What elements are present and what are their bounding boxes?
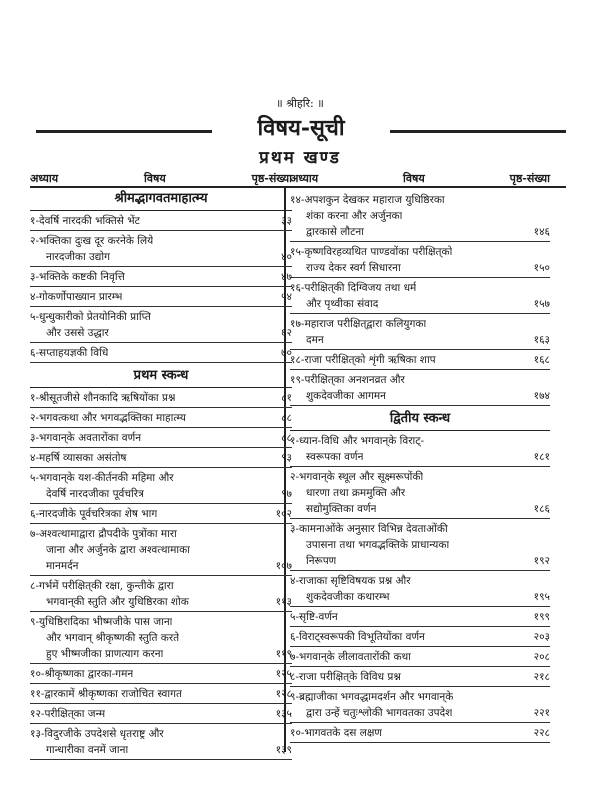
- toc-entry-text: शुकदेवजीका आगमन: [306, 390, 386, 402]
- toc-entry-line: [30, 430, 292, 446]
- toc-entry-text: गान्धारीका वनमें जाना: [46, 744, 129, 756]
- toc-entry-page: १०७: [275, 560, 292, 572]
- invocation: ॥ श्रीहरि: ॥: [276, 97, 324, 110]
- toc-entry-text: शंका करना और अर्जुनका: [306, 210, 403, 222]
- toc-entry-page: ६२: [281, 327, 292, 339]
- toc-entry: [30, 576, 292, 612]
- toc-entry-text: शुकदेवजीका कथारम्भ: [306, 591, 390, 603]
- toc-entry: [30, 267, 292, 287]
- toc-entry: [30, 287, 292, 307]
- toc-entry-line: [290, 573, 550, 589]
- toc-entry-line: [290, 669, 550, 685]
- toc-entry-text: १३-विदुरजीके उपदेशसे धृतराष्ट्र और: [30, 728, 164, 740]
- toc-entry-text: १५-कृष्णविरहव्यथित पाण्डवोंका परीक्षित्‌को: [290, 246, 453, 258]
- toc-entry-text: और उससे उद्धार: [46, 327, 109, 339]
- toc-entry-line: [30, 646, 292, 662]
- toc-entry-line: [30, 345, 292, 361]
- dvitiya-skandh-entries: [290, 431, 550, 743]
- heading-page: पृष्ठ-संख्या: [509, 172, 550, 185]
- toc-entry-text: उपासना तथा भगवद्भक्तिके प्राधान्यका: [306, 539, 450, 551]
- heading-subject: विषय: [403, 172, 425, 185]
- toc-entry-text: १८-राजा परीक्षित्‌को शृंगी ऋषिका शाप: [290, 354, 436, 366]
- toc-entry-line: [290, 521, 550, 537]
- toc-entry-text: द्वारकासे लौटना: [306, 226, 364, 238]
- toc-entry-text: १६-परीक्षित्‌की दिग्विजय तथा धर्म: [290, 282, 417, 294]
- toc-entry-line: [30, 706, 292, 722]
- toc-entry-text: ६-सप्ताहयज्ञकी विधि: [30, 347, 109, 359]
- title-row: [36, 112, 566, 144]
- toc-entry: [290, 607, 550, 627]
- toc-entry-page: १९५: [533, 591, 550, 603]
- toc-entry-line: [30, 666, 292, 682]
- toc-entry-text: ३-भगवान्‌के अवतारोंका वर्णन: [30, 432, 142, 444]
- toc-entry: [30, 428, 292, 448]
- toc-entry-page: १५७: [533, 298, 550, 310]
- toc-entry-text: १२-परीक्षित्‌का जन्म: [30, 708, 106, 720]
- toc-entry-text: १-ध्यान-विधि और भगवान्‌के विराट्‌-: [290, 435, 425, 447]
- right-column: [290, 172, 550, 743]
- toc-entry-page: १२८: [275, 688, 292, 700]
- toc-entry-line: [290, 280, 550, 296]
- toc-entry-text: १०-श्रीकृष्णका द्वारका-गमन: [30, 668, 134, 680]
- toc-entry-line: [30, 233, 292, 249]
- toc-entry: [290, 431, 550, 467]
- toc-entry: [290, 647, 550, 667]
- toc-entry-page: ९३: [281, 452, 292, 464]
- toc-entry-page: ८१: [281, 392, 292, 404]
- toc-entry-line: [290, 192, 550, 208]
- toc-entry-line: [30, 542, 292, 558]
- toc-entry: [30, 211, 292, 231]
- toc-entry: [30, 704, 292, 724]
- toc-entry-line: [290, 689, 550, 705]
- toc-entry-page: १७४: [533, 390, 550, 402]
- toc-entry-line: [30, 526, 292, 542]
- toc-entry-text: ७-भगवान्‌के लीलावतारोंकी कथा: [290, 651, 411, 663]
- toc-entry-line: [30, 289, 292, 305]
- toc-entry-line: [290, 433, 550, 449]
- toc-entry-text: ४-गोकर्णोपाख्यान प्रारम्भ: [30, 291, 123, 303]
- toc-entry: [290, 314, 550, 350]
- toc-entry-text: ९-ब्रह्माजीका भगवद्धामदर्शन और भगवान्‌के: [290, 691, 454, 703]
- section-mahatmya: श्रीमद्भागवतमाहात्म्य: [30, 188, 292, 211]
- toc-entry-page: ५४: [281, 291, 292, 303]
- toc-entry: [30, 388, 292, 408]
- toc-entry: [290, 519, 550, 571]
- toc-entry-line: [290, 352, 550, 368]
- toc-entry-line: [290, 296, 550, 312]
- toc-entry-line: [290, 725, 550, 741]
- pratham-skandh-entries: [30, 388, 292, 760]
- pratham-skandh-continued-entries: [290, 190, 550, 406]
- toc-entry: [290, 242, 550, 278]
- toc-entry-line: [290, 449, 550, 465]
- toc-entry-line: [290, 244, 550, 260]
- toc-entry-line: [290, 629, 550, 645]
- toc-entry-page: २२८: [533, 727, 550, 739]
- heading-page: पृष्ठ-संख्या: [251, 172, 292, 185]
- toc-entry-page: १३५: [275, 708, 292, 720]
- toc-entry-text: ४-राजाका सृष्टिविषयक प्रश्न और: [290, 575, 411, 587]
- page-title: विषय-सूची: [257, 115, 345, 141]
- toc-entry-page: १६८: [533, 354, 550, 366]
- toc-entry-line: [30, 486, 292, 502]
- toc-entry: [30, 408, 292, 428]
- toc-entry-text: ५-सृष्टि-वर्णन: [290, 611, 338, 623]
- toc-entry-line: [30, 450, 292, 466]
- toc-entry-line: [290, 388, 550, 404]
- heading-chapter: अध्याय: [30, 172, 59, 185]
- toc-entry-page: ८८: [281, 432, 292, 444]
- column-heading-left: [30, 172, 292, 186]
- toc-entry-text: ३-कामनाओंके अनुसार विभिन्न देवताओंकी: [290, 523, 448, 535]
- toc-entry: [30, 664, 292, 684]
- toc-entry-text: १४-अपशकुन देखकर महाराज युधिष्ठिरका: [290, 194, 445, 206]
- toc-entry: [30, 684, 292, 704]
- toc-entry: [30, 612, 292, 664]
- toc-entry-line: [30, 390, 292, 406]
- toc-entry-page: १८१: [533, 451, 550, 463]
- toc-entry-line: [30, 594, 292, 610]
- toc-entry: [30, 343, 292, 363]
- toc-entry-page: ९७: [281, 488, 292, 500]
- toc-entry-text: ११-द्वारकामें श्रीकृष्णका राजोचित स्वागत: [30, 688, 183, 700]
- toc-entry: [290, 571, 550, 607]
- toc-entry-line: [30, 630, 292, 646]
- toc-entry-text: जाना और अर्जुनके द्वारा अश्वत्थामाका: [46, 544, 190, 556]
- toc-entry-text: और भगवान्‌ श्रीकृष्णकी स्तुति करते: [46, 632, 180, 644]
- toc-entry-text: ५-भगवान्‌के यश-कीर्तनकी महिमा और: [30, 472, 174, 484]
- toc-entry-line: [290, 372, 550, 388]
- toc-entry-text: २-भगवान्‌के स्थूल और सूक्ष्मरूपोंकी: [290, 471, 424, 483]
- toc-entry-text: ५-धुन्धुकारीको प्रेतयोनिकी प्राप्ति: [30, 311, 151, 323]
- khanda-heading: प्रथम खण्ड: [259, 148, 341, 168]
- toc-entry: [290, 350, 550, 370]
- toc-entry-line: [290, 208, 550, 224]
- toc-entry: [30, 524, 292, 576]
- section-pratham-skandh: प्रथम स्कन्ध: [30, 365, 292, 388]
- toc-entry-line: [290, 553, 550, 569]
- toc-entry-line: [290, 501, 550, 517]
- toc-entry-text: सद्योमुक्तिका वर्णन: [306, 503, 377, 515]
- toc-entry-text: २-भक्तिका दुःख दूर करनेके लिये: [30, 235, 154, 247]
- toc-entry-line: [30, 506, 292, 522]
- toc-entry-page: ४०: [281, 251, 292, 263]
- toc-entry-page: १९९: [533, 611, 550, 623]
- toc-entry-text: १७-महाराज परीक्षित्‌द्वारा कलियुगका: [290, 318, 427, 330]
- toc-entry-text: ८-राजा परीक्षित्‌के विविध प्रश्न: [290, 671, 401, 683]
- toc-entry-text: राज्य देकर स्वर्ग सिधारना: [306, 262, 401, 274]
- toc-entry-text: ६-नारदजीके पूर्वचरित्रका शेष भाग: [30, 508, 158, 520]
- toc-entry-page: १५०: [533, 262, 550, 274]
- toc-entry-line: [30, 325, 292, 341]
- toc-entry-text: निरूपण: [306, 555, 337, 567]
- toc-entry-line: [30, 558, 292, 574]
- toc-entry-line: [290, 485, 550, 501]
- toc-entry-text: भगवान्‌की स्तुति और युधिष्ठिरका शोक: [46, 596, 189, 608]
- toc-entry-text: स्वरूपका वर्णन: [306, 451, 364, 463]
- toc-entry-line: [290, 224, 550, 240]
- toc-entry-line: [30, 578, 292, 594]
- toc-entry-text: ४-महर्षि व्यासका असंतोष: [30, 452, 127, 464]
- toc-entry-text: दमन: [306, 334, 324, 346]
- toc-entry-page: २०३: [533, 631, 550, 643]
- toc-entry-page: २०८: [533, 651, 550, 663]
- toc-entry-line: [290, 469, 550, 485]
- toc-entry: [290, 467, 550, 519]
- toc-entry-page: ४७: [281, 271, 292, 283]
- toc-entry-text: १-देवर्षि नारदकी भक्तिसे भेंट: [30, 215, 140, 227]
- toc-entry-page: २२१: [533, 707, 550, 719]
- toc-entry-text: १९-परीक्षित्‌का अनशनव्रत और: [290, 374, 405, 386]
- toc-entry-page: १२५: [275, 668, 292, 680]
- toc-entry: [290, 278, 550, 314]
- toc-entry: [290, 190, 550, 242]
- toc-entry-line: [290, 316, 550, 332]
- toc-entry-page: १९२: [533, 555, 550, 567]
- toc-entry-line: [290, 537, 550, 553]
- toc-entry-page: १८६: [533, 503, 550, 515]
- toc-entry: [30, 307, 292, 343]
- toc-entry-line: [290, 589, 550, 605]
- toc-entry-line: [30, 309, 292, 325]
- toc-entry-line: [290, 705, 550, 721]
- toc-entry-page: १०२: [275, 508, 292, 520]
- title-rule-right: [390, 130, 566, 133]
- toc-entry-page: ७०: [281, 347, 292, 359]
- toc-entry-text: और पृथ्वीका संवाद: [306, 298, 379, 310]
- toc-entry-line: [30, 726, 292, 742]
- toc-entry-text: ९-युधिष्ठिरादिका भीष्मजीके पास जाना: [30, 616, 173, 628]
- toc-entry-line: [290, 609, 550, 625]
- toc-entry-page: २१८: [533, 671, 550, 683]
- section-dvitiya-skandh: द्वितीय स्कन्ध: [290, 408, 550, 431]
- toc-entry-line: [290, 649, 550, 665]
- toc-entry: [290, 370, 550, 406]
- toc-entry-text: नारदजीका उद्योग: [46, 251, 111, 263]
- toc-entry: [30, 448, 292, 468]
- toc-entry-line: [30, 249, 292, 265]
- toc-entry-page: ३३: [281, 215, 292, 227]
- toc-entry: [30, 231, 292, 267]
- toc-entry: [290, 687, 550, 723]
- toc-entry-page: १३९: [275, 744, 292, 756]
- toc-entry-page: १४६: [533, 226, 550, 238]
- toc-entry-line: [290, 260, 550, 276]
- toc-entry-text: ६-विराट्‌स्वरूपकी विभूतियोंका वर्णन: [290, 631, 425, 643]
- toc-entry-text: ३-भक्तिके कष्टकी निवृत्ति: [30, 271, 125, 283]
- toc-entry-line: [30, 742, 292, 758]
- toc-entry-line: [30, 269, 292, 285]
- toc-entry: [290, 667, 550, 687]
- toc-entry-line: [30, 213, 292, 229]
- toc-entry-text: देवर्षि नारदजीका पूर्वचरित्र: [46, 488, 144, 500]
- toc-entry-text: ७-अश्वत्थामाद्वारा द्रौपदीके पुत्रोंका मारा: [30, 528, 177, 540]
- column-heading-right: [290, 172, 550, 186]
- left-column: [30, 172, 292, 760]
- toc-entry-text: २-भगवत्कथा और भगवद्भक्तिका माहात्म्य: [30, 412, 187, 424]
- toc-entry-text: हुए भीष्मजीका प्राणत्याग करना: [46, 648, 164, 660]
- toc-entry-text: १-श्रीसूतजीसे शौनकादि ऋषियोंका प्रश्न: [30, 392, 176, 404]
- toc-entry-text: द्वारा उन्हें चतुःश्लोकी भागवतका उपदेश: [306, 707, 453, 719]
- toc-entry: [290, 723, 550, 743]
- toc-entry-line: [30, 470, 292, 486]
- toc-entry-text: धारणा तथा क्रममुक्ति और: [306, 487, 406, 499]
- toc-entry-page: ११३: [275, 596, 292, 608]
- mahatmya-entries: [30, 211, 292, 363]
- heading-chapter: अध्याय: [290, 172, 319, 185]
- toc-entry-line: [290, 332, 550, 348]
- heading-subject: विषय: [144, 172, 166, 185]
- toc-entry: [30, 504, 292, 524]
- toc-entry-page: ८८: [281, 412, 292, 424]
- toc-entry-page: ११९: [275, 648, 292, 660]
- toc-entry: [290, 627, 550, 647]
- toc-entry-text: १०-भागवतके दस लक्षण: [290, 727, 382, 739]
- toc-entry: [30, 468, 292, 504]
- toc-entry-text: ८-गर्भमें परीक्षित्‌की रक्षा, कुन्तीके द्वारा: [30, 580, 174, 592]
- toc-entry: [30, 724, 292, 760]
- toc-entry-line: [30, 686, 292, 702]
- toc-entry-page: १६३: [533, 334, 550, 346]
- toc-entry-text: मानमर्दन: [46, 560, 79, 572]
- toc-entry-line: [30, 614, 292, 630]
- toc-entry-line: [30, 410, 292, 426]
